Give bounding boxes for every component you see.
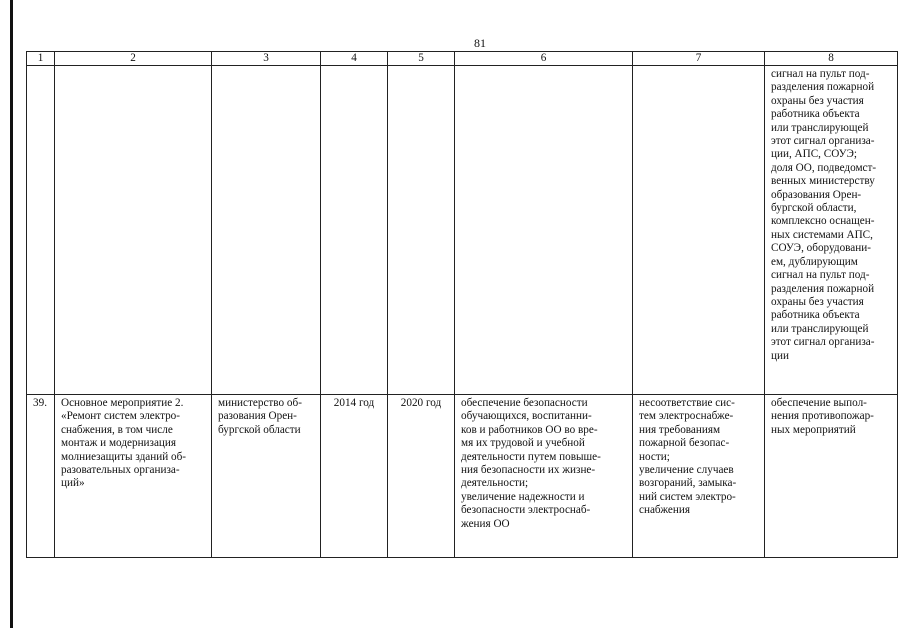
table-row-39: [27, 395, 898, 558]
table-row-continuation: [27, 66, 898, 395]
indicators: обеспечение выпол- нения противопожар- ных мероприятий: [771, 397, 874, 436]
empty-cell: [27, 66, 55, 395]
expected-result: обеспечение безопасности обучающихся, воспитанни- ков и работников ОО во вре- мя их трудовой и учебной деятельности путем повыше- ния безопасности их жизне- деятельности; увеличение надежности и безопасности электроснаб- жения ОО: [461, 397, 601, 530]
column-header-8: 8: [765, 52, 898, 66]
page-number: 81: [474, 36, 486, 50]
column-header-2: 2: [55, 52, 212, 66]
empty-cell: [455, 66, 633, 395]
measure-name-cell: [55, 395, 212, 558]
column-header-4: 4: [321, 52, 388, 66]
measure-name: Основное мероприятие 2. «Ремонт систем электро- снабжения, в том числе монтаж и модернизация молниезащиты зданий об- разовательных организа- ций»: [61, 397, 187, 490]
indicators-cell: [765, 395, 898, 558]
column-header-6: 6: [455, 52, 633, 66]
consequences-cell: [633, 395, 765, 558]
empty-cell: [212, 66, 321, 395]
column-header-3: 3: [212, 52, 321, 66]
program-measures-table: [26, 51, 898, 558]
empty-cell: [633, 66, 765, 395]
column-header-7: 7: [633, 52, 765, 66]
start-year: 2014 год: [333, 397, 375, 409]
binding-line: [10, 0, 13, 628]
column-header-1: 1: [27, 52, 55, 66]
expected-result-cell: [455, 395, 633, 558]
end-year-cell: [388, 395, 455, 558]
column-number-row: [27, 52, 898, 66]
empty-cell: [321, 66, 388, 395]
executor: министерство об- разования Орен- бургской области: [218, 397, 302, 436]
indicators-continued-cell: [765, 66, 898, 395]
indicators-continued-text: сигнал на пульт под- разделения пожарной охраны без участия работника объекта или транслирующей этот сигнал организа- ции, АПС, СОУЭ; доля ОО, подведомст- венных министерству образования Орен- бургской области, комплексно оснащен- ных системами АПС, СОУЭ, оборудовани- ем, дублирующим сигнал на пульт под- разделения пожарной охраны без участия работника объекта или транслирующей этот сигнал организа- ции: [771, 68, 877, 362]
empty-cell: [55, 66, 212, 395]
consequences: несоответствие сис- тем электроснабже- ния требованиям пожарной безопас- ности; увеличение случаев возгораний, замыка- ний систем электро- снабжения: [639, 397, 737, 517]
empty-cell: [388, 66, 455, 395]
start-year-cell: [321, 395, 388, 558]
column-header-5: 5: [388, 52, 455, 66]
row-number-cell: [27, 395, 55, 558]
executor-cell: [212, 395, 321, 558]
row-number: 39.: [33, 397, 47, 409]
end-year: 2020 год: [400, 397, 442, 409]
